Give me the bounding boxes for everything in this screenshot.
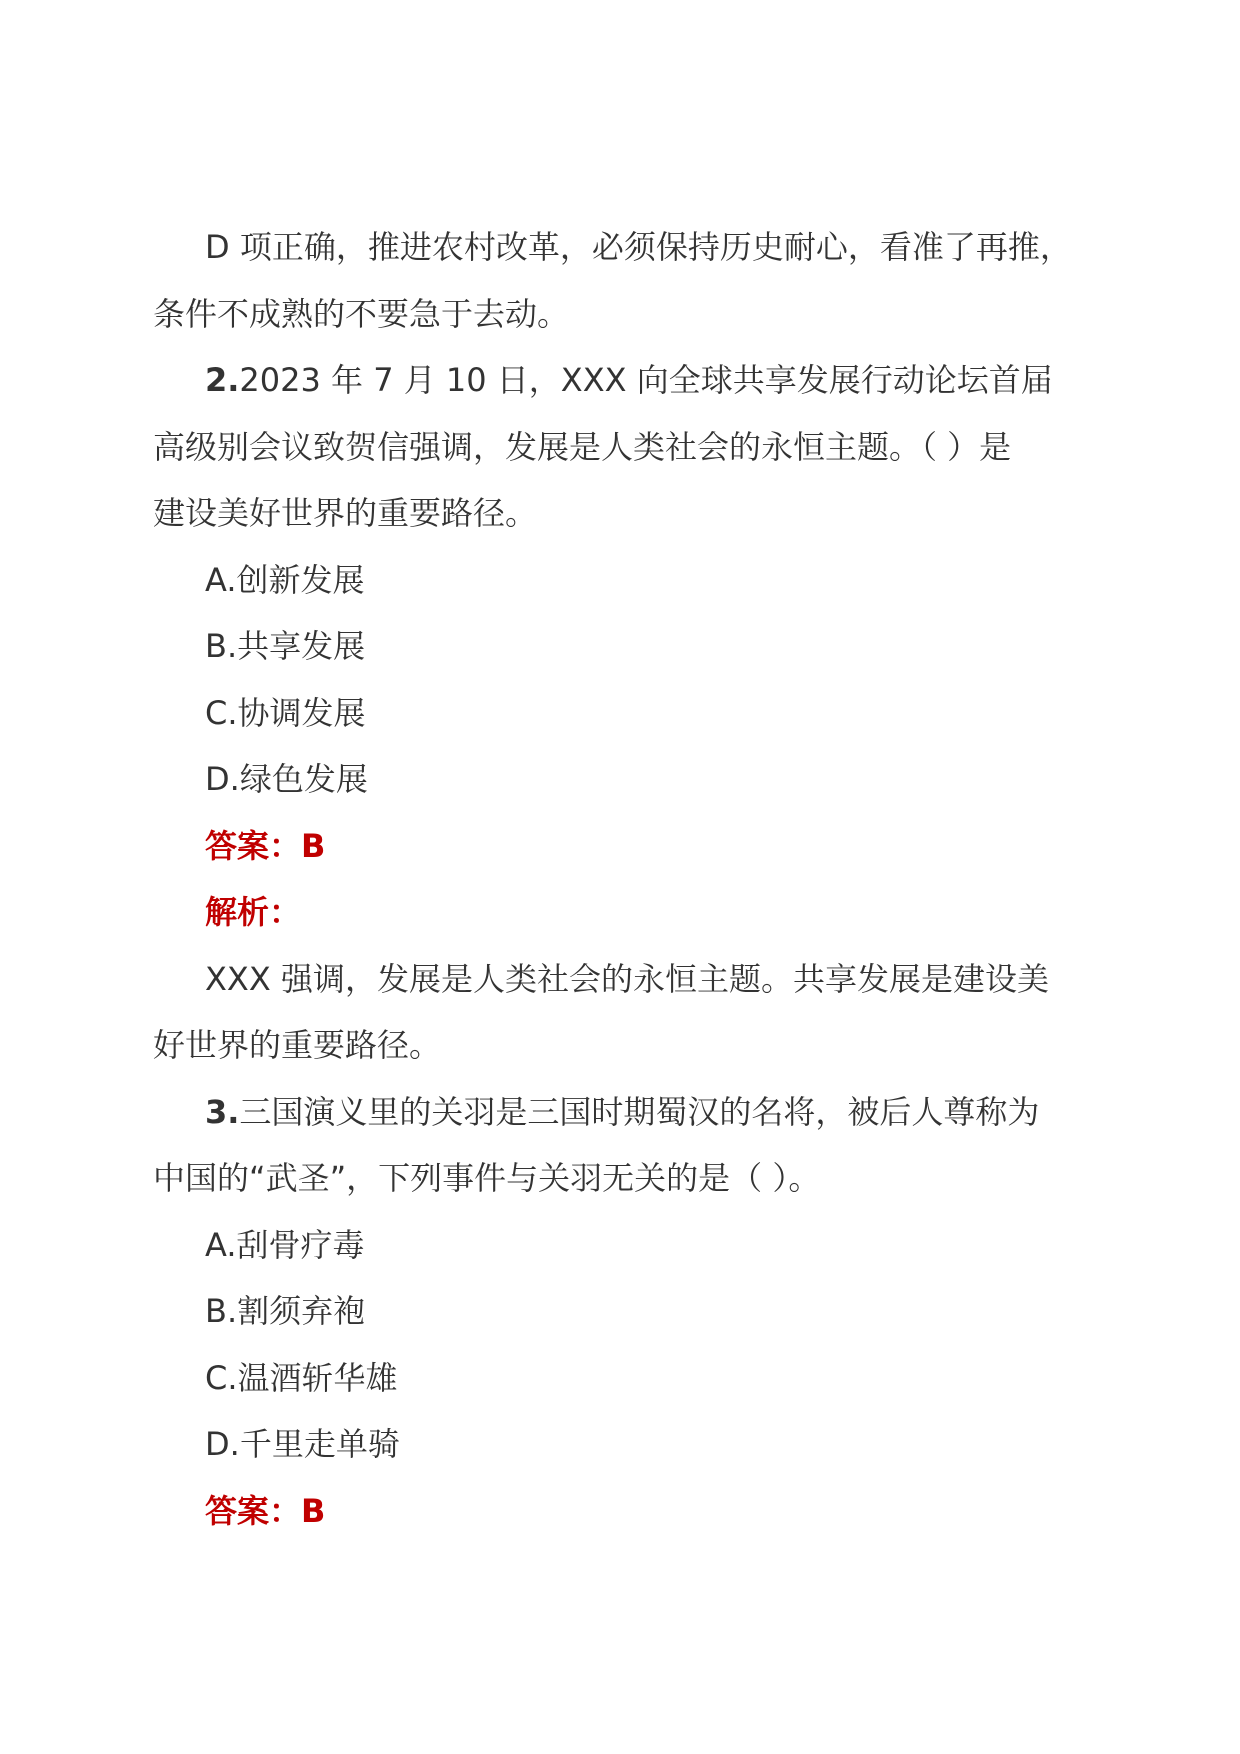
question-3-option-c: C.温酒斩华雄 bbox=[205, 1358, 398, 1397]
question-2-analysis bbox=[153, 946, 1113, 1079]
question-3-answer: 答案：B bbox=[205, 1491, 326, 1530]
question-2-analysis-line-2: 好世界的重要路径。 bbox=[153, 1026, 442, 1064]
question-3-line-2: 中国的“武圣”，下列事件与关羽无关的是（ ）。 bbox=[153, 1159, 821, 1197]
question-2-line-1-text: 2023 年 7 月 10 日，XXX 向全球共享发展行动论坛首届 bbox=[239, 361, 1053, 399]
question-2-answer: 答案：B bbox=[205, 826, 326, 865]
question-2-option-d: D.绿色发展 bbox=[205, 760, 368, 798]
question-2-analysis-line-1: XXX 强调，发展是人类社会的永恒主题。共享发展是建设美 bbox=[205, 959, 1049, 998]
question-3-option-a: A.刮骨疗毒 bbox=[205, 1225, 365, 1264]
question-3-number: 3. bbox=[205, 1092, 240, 1131]
prev-explanation-line-1: D 项正确，推进农村改革，必须保持历史耐心，看准了再推， bbox=[205, 228, 1072, 266]
question-3-stem bbox=[153, 1079, 1113, 1212]
question-2-line-3: 建设美好世界的重要路径。 bbox=[153, 494, 538, 532]
document-page bbox=[153, 214, 1113, 1544]
question-3-line-1-text: 三国演义里的关羽是三国时期蜀汉的名将，被后人尊称为 bbox=[239, 1092, 1040, 1131]
question-3-line-1 bbox=[153, 1079, 1113, 1146]
prev-explanation bbox=[153, 214, 1113, 347]
question-2-number: 2. bbox=[205, 361, 240, 399]
question-3-option-d: D.千里走单骑 bbox=[205, 1425, 400, 1463]
question-2-line-2: 高级别会议致贺信强调，发展是人类社会的永恒主题。（ ）是 bbox=[153, 427, 1012, 466]
question-2-option-b: B.共享发展 bbox=[205, 627, 366, 665]
question-3-option-b: B.割须弃袍 bbox=[205, 1292, 366, 1330]
question-2-option-a: A.创新发展 bbox=[205, 560, 365, 599]
question-2-option-c: C.协调发展 bbox=[205, 693, 366, 732]
question-2-analysis-label: 解析： bbox=[205, 893, 302, 931]
prev-explanation-line-2: 条件不成熟的不要急于去动。 bbox=[153, 294, 570, 333]
question-2-line-1 bbox=[153, 347, 1113, 414]
question-2-stem bbox=[153, 347, 1113, 547]
